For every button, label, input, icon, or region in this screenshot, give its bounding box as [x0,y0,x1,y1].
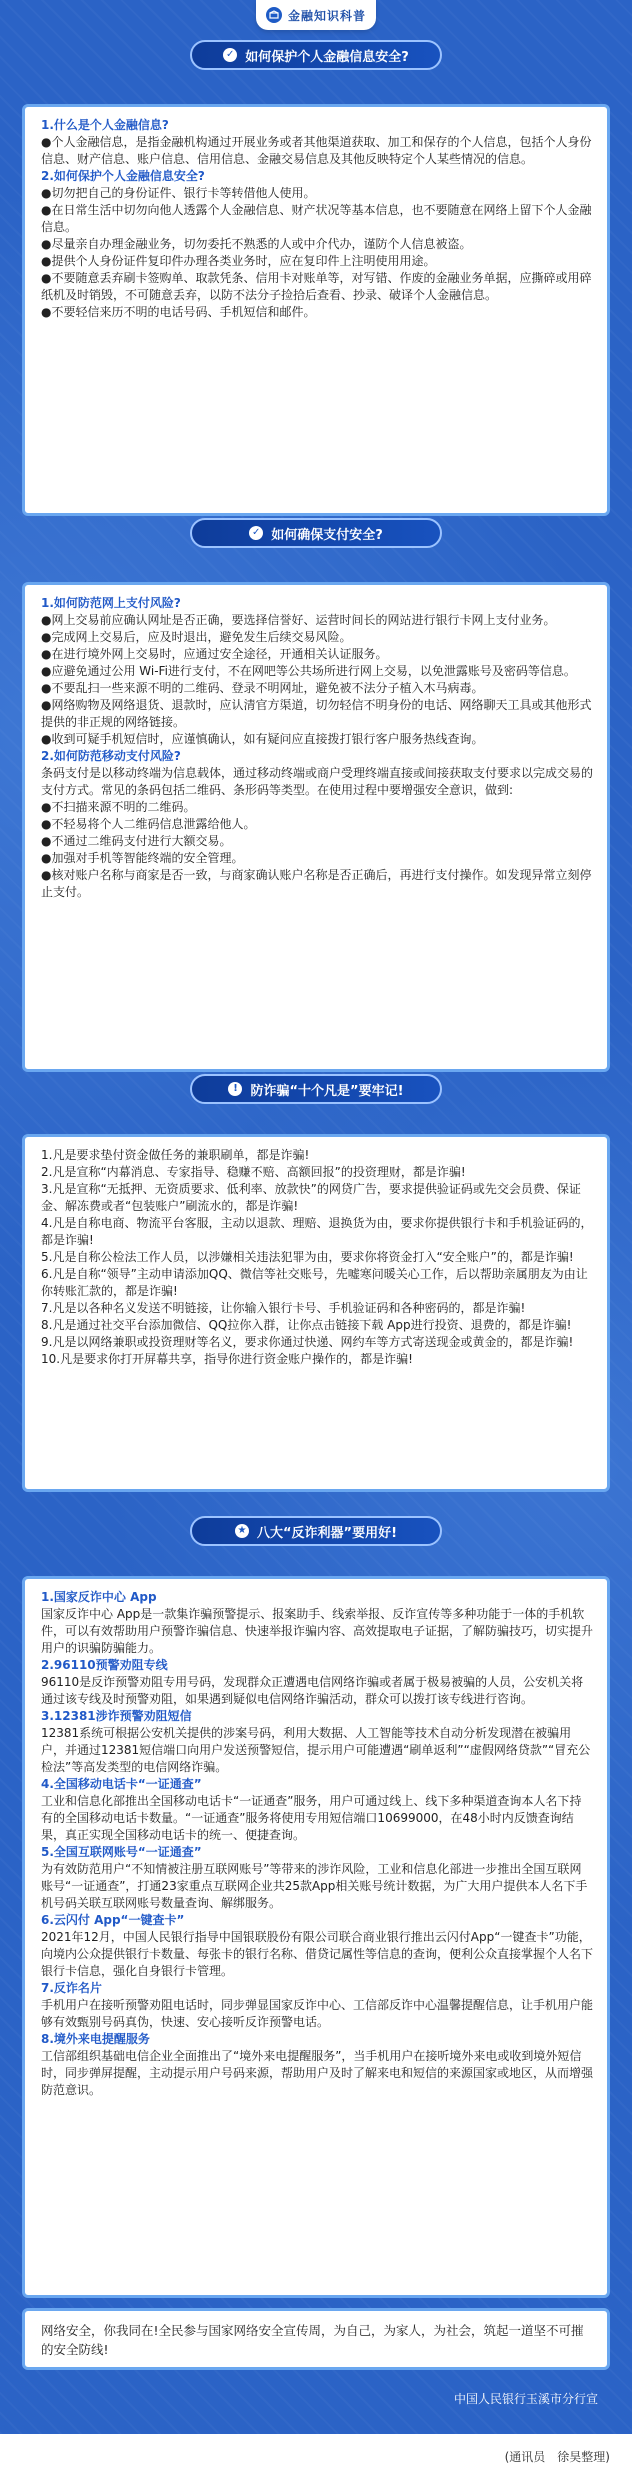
section-header-payment-security [190,518,442,548]
item-paragraph: 2021年12月，中国人民银行指导中国银联股份有限公司联合商业银行推出云闪付App“一键查卡”功能，向境内公众提供银行卡数量、每张卡的银行名称、借贷记属性等信息的查询，便利公众直接掌握个人名下银行卡信息，强化自身银行卡管理。 [41,1930,594,1978]
item-paragraph: ●尽量亲自办理金融业务，切勿委托不熟悉的人或中介代办，谨防个人信息被盗。 [41,237,472,251]
item-paragraph: 6.凡是自称“领导”主动申请添加QQ、微信等社交账号，先嘘寒问暖关心工作，后以帮助亲属朋友为由让你转账汇款的，都是诈骗! [41,1267,588,1298]
item-paragraph: ●不轻易将个人二维码信息泄露给他人。 [41,817,256,831]
shield-icon: ✓ [249,526,263,540]
section-header-anti-fraud-tools [190,1516,442,1546]
item-paragraph: 5.凡是自称公检法工作人员，以涉嫌相关违法犯罪为由，要求你将资金打入“安全账户”的，都是诈骗! [41,1250,574,1264]
card-closing-notice [22,2308,610,2370]
item-paragraph: 为有效防范用户“不知情被注册互联网账号”等带来的涉诈风险，工业和信息化部进一步推出全国互联网账号“一证通查”，打通23家重点互联网企业共25款App相关账号统计数据，为广大用户提供本人名下手机号码关联互联网账号数量查询、解绑服务。 [41,1862,588,1910]
author-credit: (通讯员 徐昊整理) [504,2450,610,2464]
tool-icon: ★ [235,1524,249,1538]
item-paragraph: ●个人金融信息，是指金融机构通过开展业务或者其他渠道获取、加工和保存的个人信息，包括个人身份信息、财产信息、账户信息、信用信息、金融交易信息及其他反映特定个人某些情况的信息。 [41,135,592,166]
section-title: 防诈骗“十个凡是”要牢记! [250,1083,404,1099]
item-paragraph: ●不要随意丢弃刷卡签购单、取款凭条、信用卡对账单等，对写错、作废的金融业务单据，应撕碎或用碎纸机及时销毁，不可随意丢弃，以防不法分子捡拾后查看、抄录、破译个人金融信息。 [41,271,592,302]
item-paragraph: ●网上交易前应确认网址是否正确，要选择信誉好、运营时间长的网站进行银行卡网上支付业务。 [41,613,556,627]
shield-icon: ✓ [223,48,237,62]
item-paragraph: ●不要乱扫一些来源不明的二维码、登录不明网址，避免被不法分子植入木马病毒。 [41,681,484,695]
item-paragraph: ●完成网上交易后，应及时退出，避免发生后续交易风险。 [41,630,352,644]
item-heading: 4.全国移动电话卡“一证通查” [41,1777,202,1791]
item-paragraph: ●不扫描来源不明的二维码。 [41,800,196,814]
publisher-signature: 中国人民银行玉溪市分行宣 [453,2392,598,2406]
item-heading: 2.如何保护个人金融信息安全? [41,169,205,183]
item-paragraph: ●切勿把自己的身份证件、银行卡等转借他人使用。 [41,186,316,200]
bank-logo-icon [266,7,282,23]
item-paragraph: 手机用户在接听预警劝阻电话时，同步弹显国家反诈中心、工信部反诈中心温馨提醒信息，让手机用户能够有效甄别号码真伪，快速、安心接听反诈预警电话。 [41,1998,594,2029]
item-heading: 6.云闪付 App“一键查卡” [41,1913,185,1927]
item-heading: 1.如何防范网上支付风险? [41,596,181,610]
section-header-info-security [190,40,442,70]
item-paragraph: 4.凡是自称电商、物流平台客服，主动以退款、理赔、退换货为由，要求你提供银行卡和手机验证码的，都是诈骗! [41,1216,593,1247]
card-info-security [22,104,610,516]
item-paragraph: ●提供个人身份证件复印件办理各类业务时，应在复印件上注明使用用途。 [41,254,436,268]
item-heading: 1.国家反诈中心 App [41,1590,157,1604]
item-heading: 2.96110预警劝阻专线 [41,1658,168,1672]
item-heading: 3.12381涉诈预警劝阻短信 [41,1709,192,1723]
brand-title: 金融知识科普 [287,8,366,23]
item-paragraph: 7.凡是以各种名义发送不明链接，让你输入银行卡号、手机验证码和各种密码的，都是诈骗! [41,1301,526,1315]
item-paragraph: ●在进行境外网上交易时，应通过安全途径，开通相关认证服务。 [41,647,388,661]
warning-icon: ! [228,1082,242,1096]
item-paragraph: ●核对账户名称与商家是否一致，与商家确认账户名称是否正确后，再进行支付操作。如发现异常立刻停止支付。 [41,868,592,899]
item-paragraph: ●在日常生活中切勿向他人透露个人金融信息、财产状况等基本信息，也不要随意在网络上留下个人金融信息。 [41,203,592,234]
item-paragraph: 9.凡是以网络兼职或投资理财等名义，要求你通过快递、网约车等方式寄送现金或黄金的，都是诈骗! [41,1335,574,1349]
card-anti-fraud-tools [22,1576,610,2298]
item-paragraph: 3.凡是宣称“无抵押、无资质要求、低利率、放款快”的网贷广告，要求提供验证码或先交会员费、保证金、解冻费或者“包装账户”刷流水的，都是诈骗! [41,1182,581,1213]
section-header-anti-fraud-rules [190,1074,442,1104]
item-paragraph: ●应避免通过公用 Wi-Fi进行支付，不在网吧等公共场所进行网上交易，以免泄露账号及密码等信息。 [41,664,576,678]
item-heading: 1.什么是个人金融信息? [41,118,169,132]
card-anti-fraud-rules [22,1134,610,1492]
card-payment-security [22,582,610,1072]
item-paragraph: ●不要轻信来历不明的电话号码、手机短信和邮件。 [41,305,316,319]
item-heading: 7.反诈名片 [41,1981,102,1995]
item-paragraph: 2.凡是宣称“内幕消息、专家指导、稳赚不赔、高额回报”的投资理财，都是诈骗! [41,1165,466,1179]
item-paragraph: ●不通过二维码支付进行大额交易。 [41,834,232,848]
section-title: 如何保护个人金融信息安全? [245,49,409,65]
item-heading: 8.境外来电提醒服务 [41,2032,150,2046]
item-paragraph: 国家反诈中心 App是一款集诈骗预警提示、报案助手、线索举报、反诈宣传等多种功能于一体的手机软件，可以有效帮助用户预警诈骗信息、快速举报诈骗内容、高效提取电子证据，了解防骗技巧，切实提升用户的识骗防骗能力。 [41,1607,594,1655]
item-heading: 2.如何防范移动支付风险? [41,749,181,763]
item-paragraph: 8.凡是通过社交平台添加微信、QQ拉你入群，让你点击链接下载 App进行投资、退费的，都是诈骗! [41,1318,572,1332]
closing-notice-text: 网络安全，你我同在!全民参与国家网络安全宣传周，为自己，为家人，为社会，筑起一道坚不可摧的安全防线! [41,2323,584,2357]
brand-tab [256,0,376,30]
item-paragraph: 条码支付是以移动终端为信息载体，通过移动终端或商户受理终端直接或间接获取支付要求以完成交易的支付方式。常见的条码包括二维码、条形码等类型。在使用过程中要增强安全意识，做到: [41,766,594,797]
item-paragraph: 96110是反诈预警劝阻专用号码，发现群众正遭遇电信网络诈骗或者属于极易被骗的人员，公安机关将通过该专线及时预警劝阻，如果遇到疑似电信网络诈骗活动，群众可以拨打该专线进行咨询。 [41,1675,584,1706]
item-heading: 5.全国互联网账号“一证通查” [41,1845,202,1859]
item-paragraph: 工信部组织基础电信企业全面推出了“境外来电提醒服务”，当手机用户在接听境外来电或收到境外短信时，同步弹屏提醒，主动提示用户号码来源，帮助用户及时了解来电和短信的来源国家或地区，从而增强防范意识。 [41,2049,594,2097]
item-paragraph: ●收到可疑手机短信时，应谨慎确认，如有疑问应直接拨打银行客户服务热线查询。 [41,732,484,746]
item-paragraph: 10.凡是要求你打开屏幕共享，指导你进行资金账户操作的，都是诈骗! [41,1352,413,1366]
item-paragraph: 1.凡是要求垫付资金做任务的兼职刷单，都是诈骗! [41,1148,310,1162]
section-title: 如何确保支付安全? [271,527,383,543]
item-paragraph: ●网络购物及网络退货、退款时，应认清官方渠道，切勿轻信不明身份的电话、网络聊天工具或其他形式提供的非正规的网络链接。 [41,698,592,729]
item-paragraph: ●加强对手机等智能终端的安全管理。 [41,851,244,865]
item-paragraph: 12381系统可根据公安机关提供的涉案号码，利用大数据、人工智能等技术自动分析发现潜在被骗用户，并通过12381短信端口向用户发送预警短信，提示用户可能遭遇“刷单返利”“虚假网络贷款”“冒充公检法”等高发类型的电信网络诈骗。 [41,1726,591,1774]
section-title: 八大“反诈利器”要用好! [256,1525,398,1541]
item-paragraph: 工业和信息化部推出全国移动电话卡“一证通查”服务，用户可通过线上、线下多种渠道查询本人名下持有的全国移动电话卡数量。“一证通查”服务将使用专用短信端口10699000，在48小时内反馈查询结果，真正实现全国移动电话卡的统一、便捷查询。 [41,1794,582,1842]
